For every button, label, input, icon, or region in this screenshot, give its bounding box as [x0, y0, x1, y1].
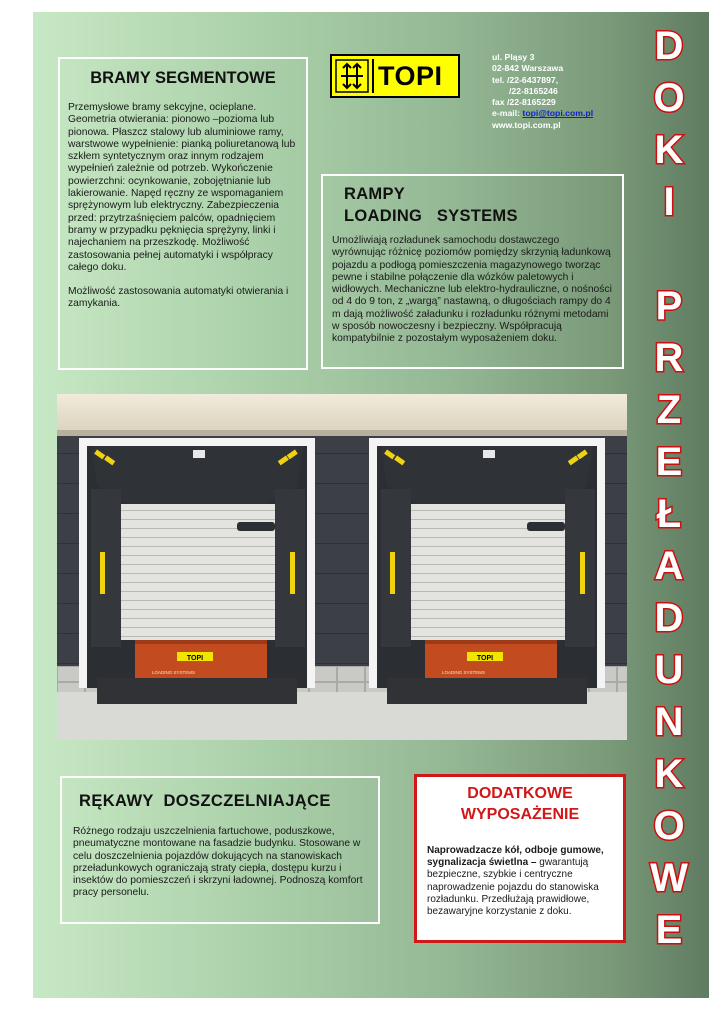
title-letter: W: [650, 856, 688, 900]
contact-email-row: [492, 108, 632, 119]
ramp-text-right: LOADING SYSTEMS: [442, 670, 486, 675]
loading-dock-illustration: [57, 394, 627, 740]
rampy-description: Umożliwiają rozładunek samochodu dostawczego wyrównując różnicę poziomów pomiędzy skrzynią ładunkową pojazdu a podłogą pomieszczenia magazynowego tworząc pewne i stabilne połączenie dla wózków paletowych i widłowych. Mechaniczne lub elektro-hydrauliczne, o nośności od 4 do 9 ton, z „wargą” nastawną, o długościach rampy do 4 m dają możliwość załadunku i rozładunku różnymi metodami w sposób nowoczesny i bezpieczny. Współpracują kompatybilnie z pozostałym wyposażeniem doku.: [332, 235, 612, 345]
title-letter: P: [655, 284, 683, 328]
contact-website: www.topi.com.pl: [492, 119, 561, 130]
rampy-title-line2: LOADING SYSTEMS: [344, 207, 518, 225]
topi-logo: [330, 54, 460, 98]
contact-city: 02-842 Warszawa: [492, 63, 564, 74]
dodatkowe-title-line1: DODATKOWE: [467, 785, 573, 802]
title-letter: N: [654, 700, 684, 744]
logo-separator: [372, 59, 374, 93]
title-letter: D: [654, 24, 684, 68]
dock-door-left: [79, 438, 315, 704]
dodatkowe-title-line2: WYPOSAŻENIE: [460, 806, 580, 823]
title-letter: Z: [656, 388, 682, 432]
dodatkowe-bold-text: Naprowadzacze kół, odboje gumowe, sygnalizacja świetlna –: [427, 845, 604, 869]
logo-brand-text: TOPI: [378, 61, 443, 91]
title-letter: E: [655, 440, 683, 484]
rampy-title: [332, 183, 613, 227]
title-letter: E: [655, 908, 683, 952]
contact-block: [492, 52, 632, 131]
dodatkowe-description: [427, 845, 613, 918]
rampy-section: [321, 174, 624, 369]
bramy-segmentowe-section: [58, 57, 308, 370]
contact-fax: fax /22-8165229: [492, 97, 556, 108]
title-letter: R: [654, 336, 684, 380]
title-letter: K: [654, 752, 684, 796]
rekawy-title: RĘKAWY DOSZCZELNIAJĄCE: [79, 792, 331, 810]
dock-door-right: [369, 438, 605, 704]
rekawy-section: [60, 776, 380, 924]
ramp-badge-right: TOPI: [476, 655, 494, 662]
title-letter: K: [654, 128, 684, 172]
title-letter: D: [654, 596, 684, 640]
contact-address: ul. Pląsy 3: [492, 52, 535, 62]
title-letter: A: [654, 544, 684, 588]
contact-email-label: e-mail:: [492, 108, 523, 119]
rekawy-description: Różnego rodzaju uszczelnienia fartuchowe, poduszkowe, pneumatyczne montowane na fasadzie budynku. Stosowane w celu doszczelnienia pojazdów dokujących na stanowiskach przeładunkowych ograniczają straty ciepła, dostępu kurzu i insektów do pomieszczeń i skrzyni ładownej. Podnoszą komfort pracy personelu.: [73, 826, 363, 899]
bramy-title: BRAMY SEGMENTOWE: [90, 69, 276, 87]
contact-phone-1: tel. /22-6437897,: [492, 74, 559, 85]
contact-phone-2: /22-8165246: [509, 85, 558, 96]
rampy-title-line1: RAMPY: [344, 185, 406, 203]
title-letter: Ł: [656, 492, 682, 536]
title-letter: I: [663, 180, 675, 224]
ramp-badge-left: TOPI: [186, 655, 204, 662]
bramy-description: Przemysłowe bramy sekcyjne, ocieplane. Geometria otwierania: pionowo –pozioma lub pionowa. Płaszcz stalowy lub aluminiowe ramy, warstwowe wypełnienie: pianką poliuretanową lub szkłem syntetycznym oraz innym rodzajem wypełnień zależnie od potrzeb. Wykończenie powierzchni: ocynkowanie, zobojętnianie lub lakierowanie. Napęd ręczny ze wspomaganiem sprężynowym lub elektryczny. Zabezpieczenia przed: przytrzaśnięciem palców, opadnięciem bramy w przypadku pęknięcia sprężyny, linki i najechaniem na przeszkodę. Możliwość zastosowania pełnej automatyki i współpracy całego doku.: [68, 102, 296, 273]
dodatkowe-wyposazenie-section: [414, 774, 626, 943]
topi-logo-icon: [335, 59, 369, 93]
loading-dock-photo: [57, 394, 627, 740]
ramp-text-left: LOADING SYSTEMS: [152, 670, 196, 675]
bramy-automation-note: Możliwość zastosowania automatyki otwierania i zamykania.: [68, 286, 289, 310]
contact-email-link[interactable]: topi@topi.com.pl: [522, 108, 594, 119]
title-letter: O: [653, 76, 685, 120]
title-letter: U: [654, 648, 684, 692]
vertical-title: [636, 20, 702, 995]
title-letter: O: [653, 804, 685, 848]
dodatkowe-title: [427, 783, 613, 825]
dodatkowe-text: gwarantują bezpieczne, szybkie i centryczne naprowadzenie pojazdu do stanowiska rozładunku. Przedłużają prawidłowe, bezawaryjne korzystanie z doku.: [427, 857, 599, 918]
